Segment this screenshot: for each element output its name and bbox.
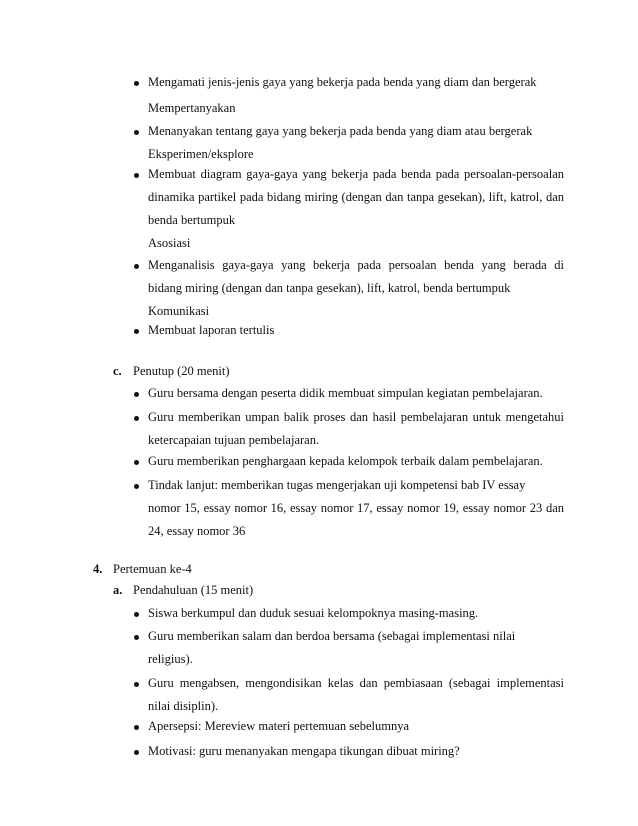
subsection-marker: a.: [113, 583, 123, 597]
bullet: [134, 682, 139, 687]
section-title: Pertemuan ke-4: [113, 562, 192, 576]
list-item: Guru memberikan salam dan berdoa bersama (sebagai implementasi nilai: [148, 629, 516, 643]
list-item-continuation: Mempertanyakan: [148, 101, 236, 115]
list-item: Guru memberikan penghargaan kepada kelompok terbaik dalam pembelajaran.: [148, 454, 543, 468]
list-item-continuation: dinamika partikel pada bidang miring (dengan dan tanpa gesekan), lift, katrol, dan: [148, 190, 564, 204]
list-item: Menganalisis gaya-gaya yang bekerja pada persoalan benda yang berada di: [148, 258, 564, 272]
list-item-continuation: Asosiasi: [148, 236, 191, 250]
bullet: [134, 612, 139, 617]
list-item: Apersepsi: Mereview materi pertemuan sebelumnya: [148, 719, 410, 733]
bullet: [134, 130, 139, 135]
list-item-continuation: Eksperimen/eksplore: [148, 147, 254, 161]
section-marker: c.: [113, 364, 122, 378]
bullet: [134, 750, 139, 755]
bullet: [134, 81, 139, 86]
list-item: Siswa berkumpul dan duduk sesuai kelompoknya masing-masing.: [148, 606, 479, 620]
section-marker: 4.: [93, 562, 103, 576]
list-item: Mengamati jenis-jenis gaya yang bekerja pada benda yang diam dan bergerak: [148, 75, 537, 89]
list-item: Guru bersama dengan peserta didik membuat simpulan kegiatan pembelajaran.: [148, 386, 543, 400]
bullet: [134, 329, 139, 334]
bullet: [134, 264, 139, 269]
bullet: [134, 484, 139, 489]
list-item: Guru mengabsen, mengondisikan kelas dan pembiasaan (sebagai implementasi: [148, 676, 564, 690]
subsection-title: Pendahuluan (15 menit): [133, 583, 254, 597]
bullet: [134, 392, 139, 397]
bullet: [134, 725, 139, 730]
list-item-continuation: benda bertumpuk: [148, 213, 236, 227]
list-item-continuation: 24, essay nomor 36: [148, 524, 246, 538]
list-item-continuation: religius).: [148, 652, 193, 666]
bullet: [134, 173, 139, 178]
list-item: Membuat laporan tertulis: [148, 323, 275, 337]
bullet: [134, 416, 139, 421]
list-item: Tindak lanjut: memberikan tugas mengerjakan uji kompetensi bab IV essay: [148, 478, 526, 492]
bullet: [134, 635, 139, 640]
list-item: Menanyakan tentang gaya yang bekerja pada benda yang diam atau bergerak: [148, 124, 533, 138]
section-title: Penutup (20 menit): [133, 364, 230, 378]
list-item-continuation: Komunikasi: [148, 304, 210, 318]
bullet: [134, 460, 139, 465]
list-item: Motivasi: guru menanyakan mengapa tikungan dibuat miring?: [148, 744, 460, 758]
list-item-continuation: nilai disiplin).: [148, 699, 219, 713]
list-item-continuation: nomor 15, essay nomor 16, essay nomor 17, essay nomor 19, essay nomor 23 dan: [148, 501, 564, 515]
list-item: Guru memberikan umpan balik proses dan hasil pembelajaran untuk mengetahui: [148, 410, 564, 424]
list-item-continuation: bidang miring (dengan dan tanpa gesekan), lift, katrol, benda bertumpuk: [148, 281, 511, 295]
list-item: Membuat diagram gaya-gaya yang bekerja pada benda pada persoalan-persoalan: [148, 167, 564, 181]
list-item-continuation: ketercapaian tujuan pembelajaran.: [148, 433, 320, 447]
